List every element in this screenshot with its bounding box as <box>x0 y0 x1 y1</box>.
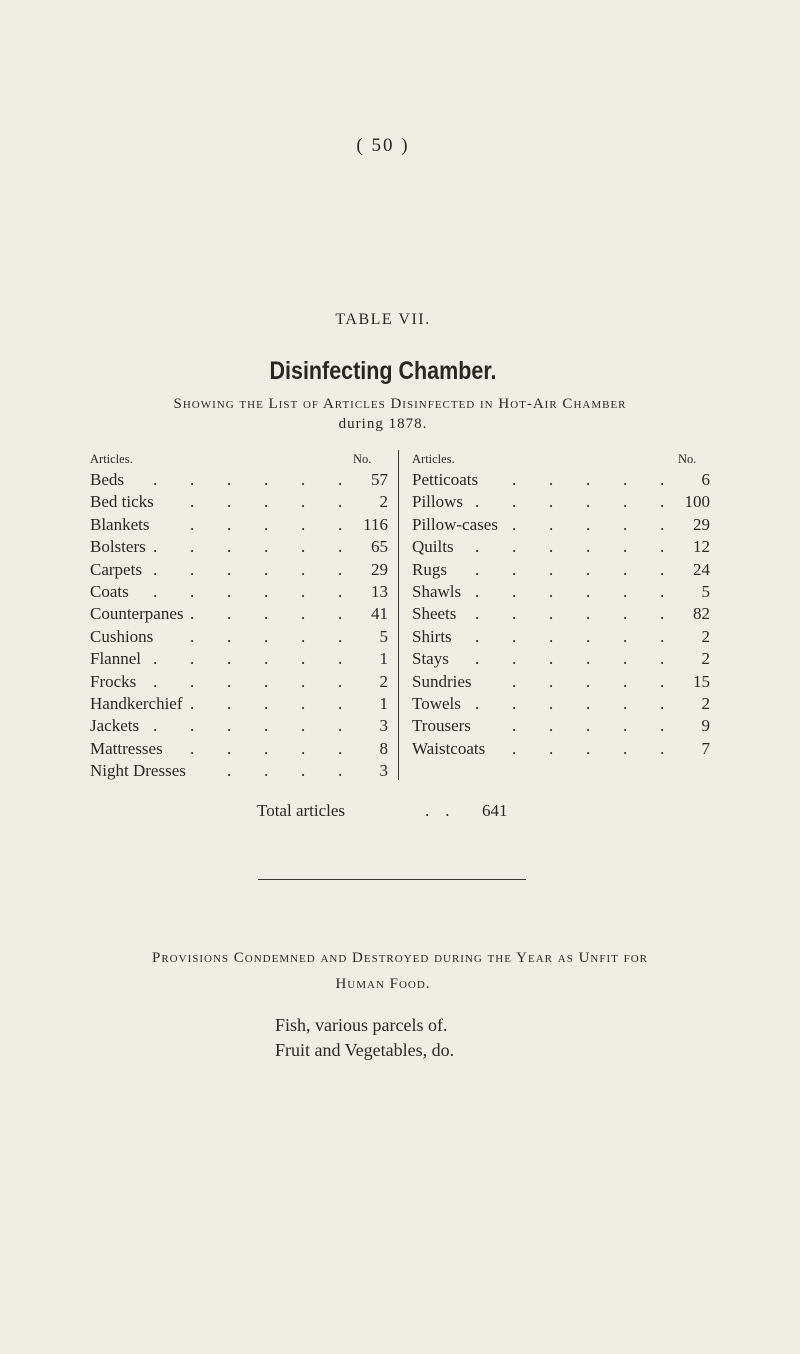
article-name: Flannel <box>90 649 141 669</box>
leader-dot: . <box>512 492 517 512</box>
article-name: Petticoats <box>412 470 479 489</box>
table-row <box>412 559 710 581</box>
leader-dot: . <box>153 537 158 557</box>
leader-dot: . <box>301 537 306 557</box>
leader-dot: . <box>190 514 195 534</box>
article-name: Shawls <box>412 582 462 601</box>
leader-dot: . <box>338 649 343 669</box>
article-name: Shirts <box>412 626 452 646</box>
table-row <box>90 536 388 558</box>
leader-dot: . <box>264 738 269 758</box>
page-title: Disinfecting Chamber. <box>269 357 497 385</box>
article-count: 2 <box>701 694 710 713</box>
article-name: Waistcoats <box>412 738 486 758</box>
article-count: 116 <box>363 514 388 534</box>
leader-dot: . <box>586 514 591 534</box>
table-row <box>412 581 710 603</box>
article-name: Stays <box>412 649 449 669</box>
article-name: Trousers <box>412 716 471 736</box>
leader-dot: . <box>549 537 554 557</box>
article-count: 100 <box>684 492 710 512</box>
table-row <box>412 626 710 648</box>
leader-dot: . <box>549 582 554 601</box>
leader-dot: . <box>301 604 306 624</box>
article-name: Rugs <box>412 559 447 579</box>
leader-dot: . <box>190 649 195 669</box>
leader-dot: . <box>660 559 665 579</box>
leader-dot: . <box>190 537 195 557</box>
table-subtitle: Showing the List of Articles Disinfected in Hot-Air Chamber <box>173 396 627 412</box>
table-row <box>412 693 710 715</box>
leader-dot: . <box>475 604 480 624</box>
leader-dot: . <box>549 738 554 758</box>
leader-dot: . <box>338 626 343 646</box>
leader-dot: . <box>586 716 591 736</box>
table-row <box>90 693 388 715</box>
leader-dot: . <box>338 694 343 713</box>
leader-dot: . <box>549 649 554 669</box>
article-name: Bed ticks <box>90 492 154 512</box>
leader-dot: . <box>264 470 269 489</box>
article-name: Night Dresses <box>90 761 186 781</box>
article-name: Pillows <box>412 492 464 512</box>
article-count: 82 <box>693 604 710 624</box>
provision-item: Fish, various parcels of. <box>275 1015 448 1035</box>
leader-dot: . <box>549 470 554 489</box>
total-leader-dots: .. <box>425 801 466 820</box>
leader-dot: . <box>512 671 517 691</box>
leader-dot: . <box>549 716 554 736</box>
leader-dot: . <box>623 537 628 557</box>
leader-dot: . <box>586 738 591 758</box>
article-count: 13 <box>371 582 388 601</box>
table-row <box>90 671 388 693</box>
article-name: Towels <box>412 694 461 713</box>
leader-dot: . <box>301 761 306 781</box>
leader-dot: . <box>475 649 480 669</box>
table-row <box>412 536 710 558</box>
article-count: 9 <box>701 716 710 736</box>
leader-dot: . <box>586 694 591 713</box>
leader-dot: . <box>660 649 665 669</box>
leader-dot: . <box>190 694 195 713</box>
table-row <box>90 648 388 670</box>
leader-dot: . <box>586 537 591 557</box>
leader-dot: . <box>623 604 628 624</box>
leader-dot: . <box>190 470 195 489</box>
column-header-no-left: No. <box>353 452 372 466</box>
leader-dot: . <box>512 537 517 557</box>
leader-dot: . <box>475 537 480 557</box>
provision-item: Fruit and Vegetables, do. <box>275 1040 455 1060</box>
leader-dot: . <box>264 559 269 579</box>
leader-dot: . <box>153 671 158 691</box>
article-count: 2 <box>379 671 388 691</box>
leader-dot: . <box>623 626 628 646</box>
leader-dot: . <box>338 470 343 489</box>
column-divider <box>398 450 399 780</box>
leader-dot: . <box>623 671 628 691</box>
leader-dot: . <box>338 761 343 781</box>
article-count: 1 <box>379 649 388 669</box>
leader-dot: . <box>190 671 195 691</box>
leader-dot: . <box>301 738 306 758</box>
provisions-title-line2: Human Food. <box>335 976 431 992</box>
leader-dot: . <box>264 514 269 534</box>
leader-dot: . <box>190 738 195 758</box>
leader-dot: . <box>586 626 591 646</box>
article-count: 65 <box>371 537 388 557</box>
article-count: 3 <box>379 716 388 736</box>
leader-dot: . <box>227 694 232 713</box>
leader-dot: . <box>660 537 665 557</box>
article-count: 7 <box>701 738 710 758</box>
leader-dot: . <box>227 559 232 579</box>
total-label: Total articles <box>257 801 346 820</box>
leader-dot: . <box>264 671 269 691</box>
leader-dot: . <box>512 626 517 646</box>
leader-dot: . <box>549 559 554 579</box>
article-count: 6 <box>701 470 710 489</box>
leader-dot: . <box>549 514 554 534</box>
article-count: 57 <box>371 470 388 489</box>
column-header-articles-left: Articles. <box>90 452 133 466</box>
table-row <box>90 514 388 536</box>
leader-dot: . <box>623 582 628 601</box>
leader-dot: . <box>660 694 665 713</box>
article-name: Counterpanes <box>90 604 184 624</box>
article-count: 2 <box>701 649 710 669</box>
leader-dot: . <box>227 492 232 512</box>
article-name: Frocks <box>90 671 137 691</box>
leader-dot: . <box>301 582 306 601</box>
table-row <box>90 469 388 491</box>
leader-dot: . <box>549 694 554 713</box>
leader-dot: . <box>586 492 591 512</box>
leader-dot: . <box>475 559 480 579</box>
total-value: 641 <box>482 801 508 820</box>
leader-dot: . <box>153 649 158 669</box>
column-header-no-right: No. <box>678 452 697 466</box>
leader-dot: . <box>301 694 306 713</box>
table-row <box>412 469 710 491</box>
leader-dot: . <box>301 559 306 579</box>
leader-dot: . <box>512 514 517 534</box>
leader-dot: . <box>338 738 343 758</box>
leader-dot: . <box>264 716 269 736</box>
leader-dot: . <box>512 604 517 624</box>
table-row <box>412 514 710 536</box>
table-row <box>412 491 710 513</box>
leader-dot: . <box>153 716 158 736</box>
table-row <box>90 760 388 782</box>
leader-dot: . <box>190 559 195 579</box>
leader-dot: . <box>475 582 480 601</box>
article-name: Pillow-cases <box>412 514 498 534</box>
leader-dot: . <box>338 492 343 512</box>
leader-dot: . <box>512 716 517 736</box>
table-row <box>90 715 388 737</box>
article-count: 3 <box>379 761 388 781</box>
leader-dot: . <box>586 604 591 624</box>
article-name: Mattresses <box>90 738 163 758</box>
provisions-title: Provisions Condemned and Destroyed during the Year as Unfit for <box>152 950 648 966</box>
page-number: ( 50 ) <box>356 135 410 156</box>
leader-dot: . <box>512 559 517 579</box>
article-count: 2 <box>379 492 388 512</box>
leader-dot: . <box>549 492 554 512</box>
article-count: 12 <box>693 537 710 557</box>
leader-dot: . <box>549 626 554 646</box>
article-count: 5 <box>379 626 388 646</box>
leader-dot: . <box>190 626 195 646</box>
leader-dot: . <box>301 649 306 669</box>
leader-dot: . <box>660 492 665 512</box>
leader-dot: . <box>227 604 232 624</box>
article-name: Bolsters <box>90 537 146 557</box>
leader-dot: . <box>660 626 665 646</box>
leader-dot: . <box>660 671 665 691</box>
leader-dot: . <box>301 671 306 691</box>
leader-dot: . <box>264 626 269 646</box>
leader-dot: . <box>623 649 628 669</box>
article-count: 8 <box>379 738 388 758</box>
leader-dot: . <box>475 626 480 646</box>
leader-dot: . <box>227 716 232 736</box>
article-name: Sheets <box>412 604 457 624</box>
table-row <box>90 491 388 513</box>
leader-dot: . <box>153 470 158 489</box>
leader-dot: . <box>227 582 232 601</box>
leader-dot: . <box>338 671 343 691</box>
leader-dot: . <box>512 470 517 489</box>
leader-dot: . <box>338 514 343 534</box>
leader-dot: . <box>475 492 480 512</box>
leader-dot: . <box>227 671 232 691</box>
leader-dot: . <box>190 582 195 601</box>
leader-dot: . <box>586 649 591 669</box>
leader-dot: . <box>227 470 232 489</box>
table-row <box>90 626 388 648</box>
leader-dot: . <box>338 582 343 601</box>
table-row <box>90 581 388 603</box>
leader-dot: . <box>264 694 269 713</box>
leader-dot: . <box>512 582 517 601</box>
article-count: 2 <box>701 626 710 646</box>
leader-dot: . <box>264 761 269 781</box>
leader-dot: . <box>190 716 195 736</box>
article-name: Handkerchief <box>90 694 183 713</box>
table-label: TABLE VII. <box>335 311 431 328</box>
leader-dot: . <box>153 559 158 579</box>
leader-dot: . <box>586 470 591 489</box>
article-count: 41 <box>371 604 388 624</box>
table-row <box>412 603 710 625</box>
article-name: Coats <box>90 582 129 601</box>
leader-dot: . <box>264 582 269 601</box>
column-header-articles-right: Articles. <box>412 452 455 466</box>
table-row <box>90 603 388 625</box>
leader-dot: . <box>660 514 665 534</box>
leader-dot: . <box>301 626 306 646</box>
leader-dot: . <box>660 738 665 758</box>
leader-dot: . <box>301 470 306 489</box>
article-name: Quilts <box>412 537 454 557</box>
leader-dot: . <box>264 492 269 512</box>
leader-dot: . <box>264 649 269 669</box>
leader-dot: . <box>623 559 628 579</box>
leader-dot: . <box>475 694 480 713</box>
leader-dot: . <box>660 604 665 624</box>
article-count: 29 <box>693 514 710 534</box>
leader-dot: . <box>338 559 343 579</box>
leader-dot: . <box>623 738 628 758</box>
leader-dot: . <box>301 716 306 736</box>
table-row <box>412 671 710 693</box>
article-count: 24 <box>693 559 710 579</box>
leader-dot: . <box>623 716 628 736</box>
leader-dot: . <box>623 694 628 713</box>
leader-dot: . <box>586 671 591 691</box>
leader-dot: . <box>512 738 517 758</box>
leader-dot: . <box>190 604 195 624</box>
article-name: Sundries <box>412 671 472 691</box>
leader-dot: . <box>338 716 343 736</box>
leader-dot: . <box>512 694 517 713</box>
article-count: 15 <box>693 671 710 691</box>
leader-dot: . <box>227 626 232 646</box>
leader-dot: . <box>227 537 232 557</box>
leader-dot: . <box>227 738 232 758</box>
article-name: Cushions <box>90 626 154 646</box>
leader-dot: . <box>623 492 628 512</box>
article-name: Carpets <box>90 559 142 579</box>
leader-dot: . <box>264 537 269 557</box>
leader-dot: . <box>264 604 269 624</box>
leader-dot: . <box>227 649 232 669</box>
leader-dot: . <box>549 671 554 691</box>
leader-dot: . <box>338 604 343 624</box>
leader-dot: . <box>301 492 306 512</box>
table-subtitle-year: during 1878. <box>338 416 428 432</box>
table-row <box>90 559 388 581</box>
article-name: Jackets <box>90 716 140 736</box>
article-name: Blankets <box>90 514 150 534</box>
leader-dot: . <box>586 582 591 601</box>
leader-dot: . <box>623 470 628 489</box>
leader-dot: . <box>227 761 232 781</box>
leader-dot: . <box>153 582 158 601</box>
article-count: 29 <box>371 559 388 579</box>
article-count: 1 <box>379 694 388 713</box>
leader-dot: . <box>660 716 665 736</box>
table-row <box>412 738 710 760</box>
table-row <box>90 738 388 760</box>
leader-dot: . <box>190 492 195 512</box>
article-count: 5 <box>701 582 710 601</box>
section-divider <box>258 879 526 880</box>
leader-dot: . <box>586 559 591 579</box>
leader-dot: . <box>549 604 554 624</box>
leader-dot: . <box>227 514 232 534</box>
leader-dot: . <box>660 582 665 601</box>
leader-dot: . <box>338 537 343 557</box>
leader-dot: . <box>512 649 517 669</box>
leader-dot: . <box>623 514 628 534</box>
leader-dot: . <box>301 514 306 534</box>
table-row <box>412 648 710 670</box>
leader-dot: . <box>660 470 665 489</box>
table-row <box>412 715 710 737</box>
article-name: Beds <box>90 470 124 489</box>
